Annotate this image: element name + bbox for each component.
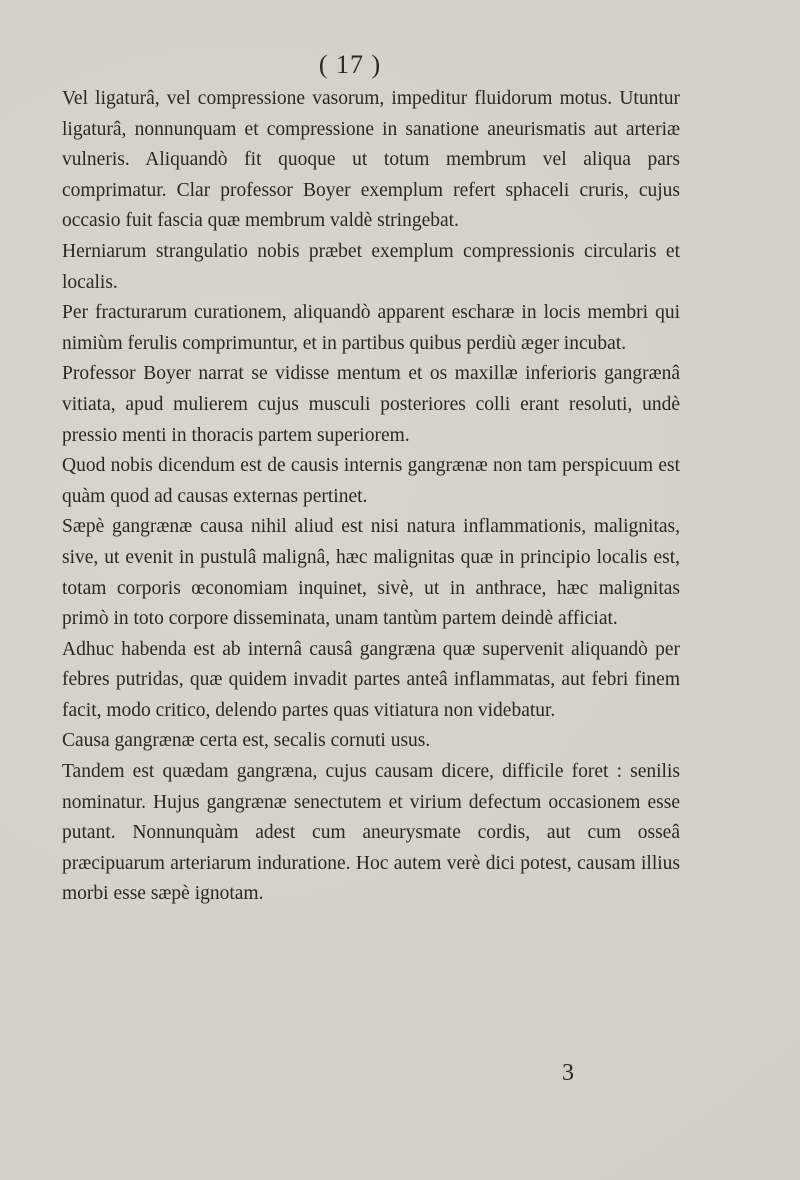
- paragraph-herniarum: Herniarum strangulatio nobis præbet exemplum compressionis circularis et localis.: [62, 240, 680, 293]
- paragraph-febres: Adhuc habenda est ab internâ causâ gangræna quæ supervenit aliquandò per febres putridas, quæ quidem invadit partes anteâ inflammatas, aut febri finem facit, modo critico, delendo partes quas vitiatura non videbatur.: [62, 638, 680, 721]
- body-text: [62, 84, 680, 910]
- paragraph-secalis: Causa gangrænæ certa est, secalis cornuti usus.: [62, 730, 431, 752]
- paragraph-boyer: Professor Boyer narrat se vidisse mentum et os maxillæ inferioris gangrænâ vitiata, apud mulierem cujus musculi posteriores colli erant resoluti, undè pressio menti in thoracis partem superiorem.: [62, 363, 680, 446]
- signature-mark: 3: [562, 1060, 574, 1086]
- paragraph-fracturarum: Per fracturarum curationem, aliquandò apparent escharæ in locis membri qui nimiùm ferulis comprimuntur, et in partibus quibus perdiù æger incubat.: [62, 302, 680, 354]
- page-number: ( 17 ): [318, 50, 382, 79]
- paragraph-senilis: Tandem est quædam gangræna, cujus causam dicere, difficile foret : senilis nominatur. Hujus gangrænæ senectutem et virium defectum occasionem esse putant. Nonnunquàm adest cum aneurysmate cordis, aut cum osseâ præcipuarum arteriarum induratione. Hoc autem verè dici potest, causam illius morbi esse sæpè ignotam.: [62, 761, 680, 905]
- paragraph-causis-internis: Quod nobis dicendum est de causis internis gangrænæ non tam perspicuum est quàm quod ad causas externas pertinet.: [62, 455, 680, 507]
- paragraph-malignitas: Sæpè gangrænæ causa nihil aliud est nisi natura inflammationis, malignitas, sive, ut evenit in pustulâ malignâ, hæc malignitas quæ in principio localis est, totam corporis œconomiam inquinet, sivè, ut in anthrace, hæc malignitas primò in toto corpore disseminata, unam tantùm partem deindè afficiat.: [62, 516, 680, 630]
- paragraph-ligatura: Vel ligaturâ, vel compressione vasorum, impeditur fluidorum motus. Utuntur ligaturâ, nonnunquam et compressione in sanatione aneurismatis aut arteriæ vulneris. Aliquandò fit quoque ut totum membrum vel aliqua pars comprimatur. Clar professor Boyer exemplum refert sphaceli cruris, cujus occasio fuit fascia quæ membrum valdè stringebat.: [62, 88, 680, 232]
